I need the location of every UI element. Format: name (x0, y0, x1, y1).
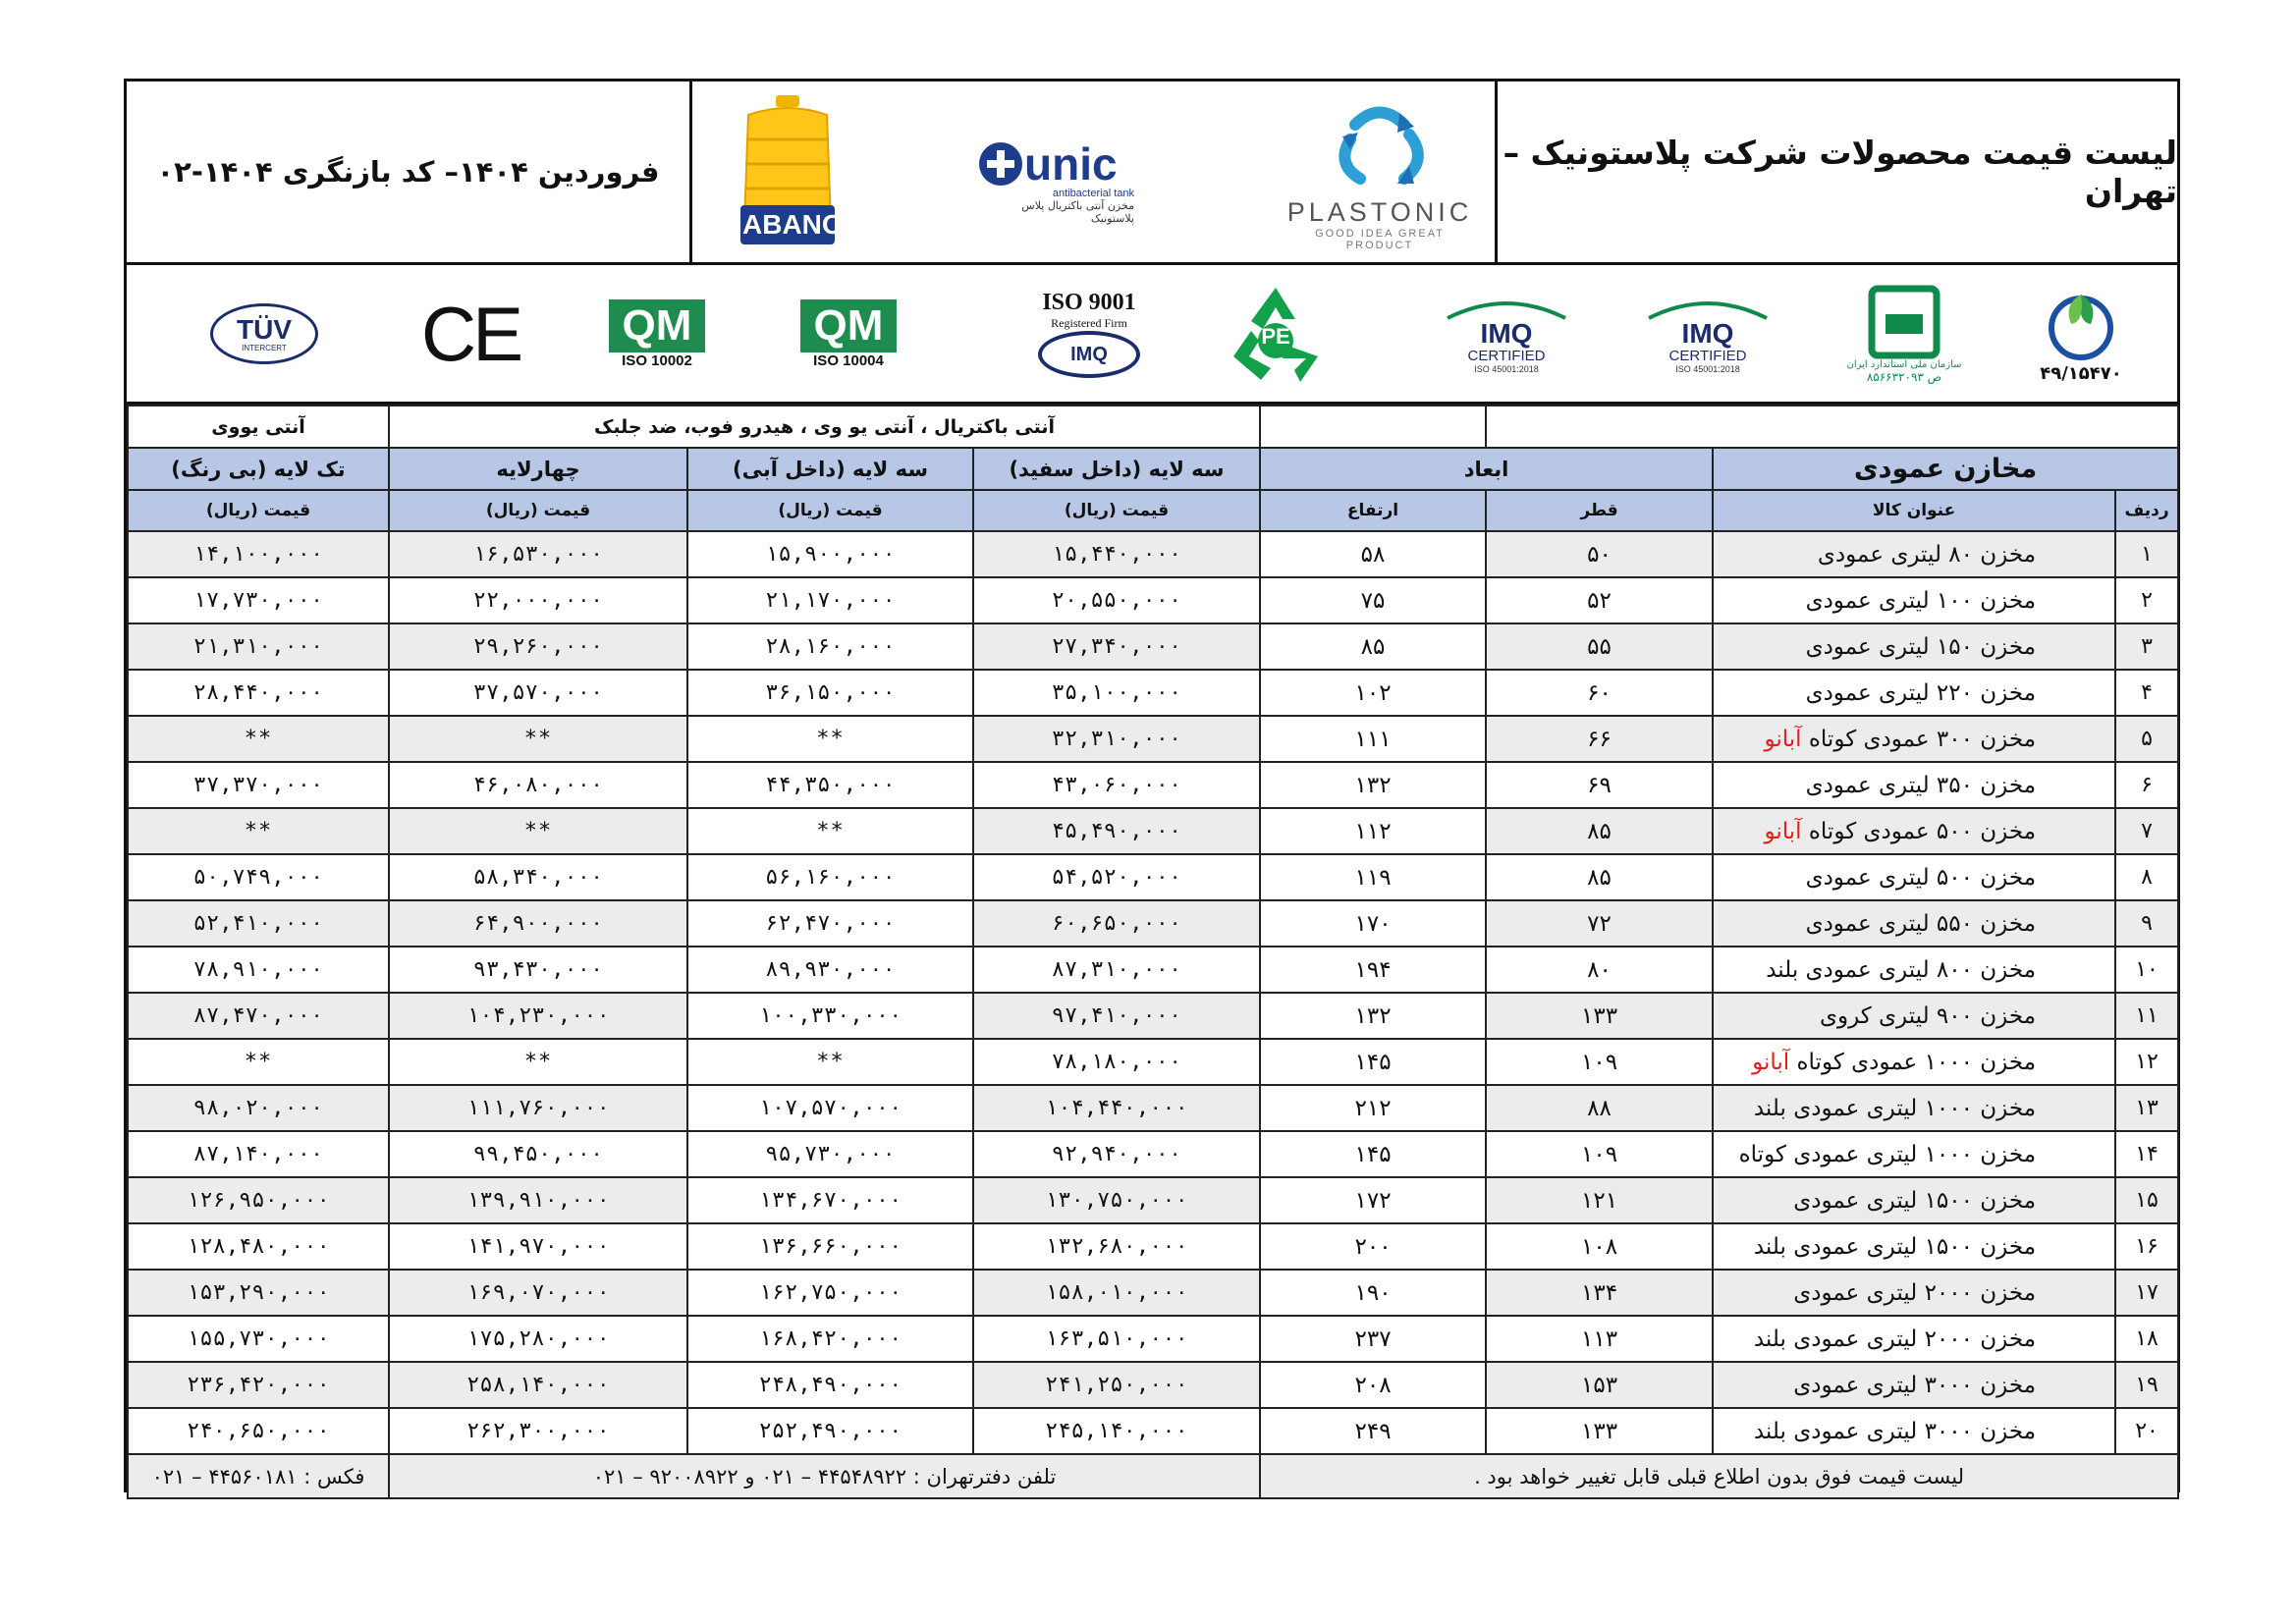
tuv-badge (195, 275, 333, 393)
height: ۵۸ (1260, 531, 1486, 577)
tuv-subtitle: INTERCERT (242, 343, 287, 352)
col-price-four-layer: قیمت (ریال) (389, 490, 687, 531)
standard-org-name: سازمان ملی استاندارد ایران (1846, 358, 1962, 370)
price-four-layer: ۱۶۹,۰۷۰,۰۰۰ (389, 1270, 687, 1316)
column-header-row (128, 490, 2178, 531)
table-row (128, 1085, 2178, 1131)
height: ۱۹۰ (1260, 1270, 1486, 1316)
table-row (128, 623, 2178, 670)
row-number: ۷ (2115, 808, 2178, 854)
qm-iso-label: ISO 10002 (622, 352, 692, 369)
qm-iso-label: ISO 10004 (813, 352, 884, 369)
plastonic-wordmark: PLASTONIC (1286, 197, 1473, 227)
product-name (1713, 1223, 2115, 1270)
table-row (128, 1131, 2178, 1177)
date-revision: فروردین ۱۴۰۴– کد بازنگری ۱۴۰۴-۰۲ (156, 155, 660, 189)
diameter: ۵۲ (1486, 577, 1713, 623)
brand-label: آبانو (1764, 726, 1802, 752)
iso9001-badge (1020, 275, 1158, 393)
product-name (1713, 993, 2115, 1039)
title-cell (1495, 81, 2177, 262)
imq-oval-mark: IMQ (1038, 331, 1140, 378)
height: ۱۷۲ (1260, 1177, 1486, 1223)
diameter: ۸۰ (1486, 947, 1713, 993)
group-four-layer: چهارلایه (389, 448, 687, 490)
arc-icon (1644, 295, 1772, 320)
abano-wordmark: ABANO (742, 209, 844, 240)
price-three-layer-blue: ۱۳۴,۶۷۰,۰۰۰ (687, 1177, 973, 1223)
price-four-layer: ** (389, 716, 687, 762)
diameter: ۵۰ (1486, 531, 1713, 577)
iso9001-subtitle: Registered Firm (1051, 316, 1127, 330)
row-number: ۹ (2115, 900, 2178, 947)
imq-certified-label: CERTIFIED (1467, 347, 1546, 364)
price-three-layer-blue: ۱۶۲,۷۵۰,۰۰۰ (687, 1270, 973, 1316)
product-name (1713, 1316, 2115, 1362)
price-three-layer-blue: ۲۵۲,۴۹۰,۰۰۰ (687, 1408, 973, 1454)
plus-circle-icon (977, 140, 1024, 188)
price-single-layer: ۹۸,۰۲۰,۰۰۰ (128, 1085, 389, 1131)
height: ۱۷۰ (1260, 900, 1486, 947)
product-name-text: مخزن ۱۰۰۰ عمودی کوتاه (1796, 1049, 2037, 1075)
product-name-text: مخزن ۳۰۰۰ لیتری عمودی بلند (1753, 1418, 2037, 1444)
price-four-layer: ۱۰۴,۲۳۰,۰۰۰ (389, 993, 687, 1039)
col-diameter: قطر (1486, 490, 1713, 531)
product-name-text: مخزن ۳۰۰۰ لیتری عمودی (1793, 1372, 2037, 1398)
price-three-layer-blue: ۱۵,۹۰۰,۰۰۰ (687, 531, 973, 577)
product-name-text: مخزن ۱۰۰۰ لیتری عمودی کوتاه (1738, 1141, 2037, 1167)
diameter: ۱۰۹ (1486, 1131, 1713, 1177)
group-title: مخازن عمودی (1713, 448, 2178, 490)
diameter: ۱۵۳ (1486, 1362, 1713, 1408)
price-three-layer-white: ۴۵,۴۹۰,۰۰۰ (973, 808, 1260, 854)
price-three-layer-white: ۲۴۵,۱۴۰,۰۰۰ (973, 1408, 1260, 1454)
product-name-text: مخزن ۱۵۰۰ لیتری عمودی بلند (1753, 1233, 2037, 1260)
unic-wordmark: unic (1024, 138, 1118, 189)
imq-badge-1 (1639, 275, 1777, 393)
price-single-layer: ۷۸,۹۱۰,۰۰۰ (128, 947, 389, 993)
product-name (1713, 1270, 2115, 1316)
product-name (1713, 808, 2115, 854)
height: ۱۴۵ (1260, 1131, 1486, 1177)
tuv-oval (210, 303, 318, 364)
diameter: ۱۰۸ (1486, 1223, 1713, 1270)
price-single-layer: ۳۷,۳۷۰,۰۰۰ (128, 762, 389, 808)
imq-iso-label: ISO 45001:2018 (1675, 363, 1740, 374)
col-price-three-layer-white: قیمت (ریال) (973, 490, 1260, 531)
header-row (127, 81, 2177, 265)
footer-phone: تلفن دفترتهران : ۴۴۵۴۸۹۲۲ – ۰۲۱ و ۹۲۰۰۸۹۲۲ – ۰۲۱ (389, 1454, 1260, 1498)
product-name (1713, 1085, 2115, 1131)
price-four-layer: ۱۱۱,۷۶۰,۰۰۰ (389, 1085, 687, 1131)
qm-mark: QM (800, 299, 897, 352)
standard-number: ص ۸۵۶۶۳۲۰۹۳ (1866, 369, 1942, 384)
product-name-text: مخزن ۲۰۰۰ لیتری عمودی (1793, 1279, 2037, 1306)
row-number: ۸ (2115, 854, 2178, 900)
price-three-layer-white: ۱۳۲,۶۸۰,۰۰۰ (973, 1223, 1260, 1270)
price-three-layer-blue: ** (687, 716, 973, 762)
product-name-text: مخزن ۵۰۰ لیتری عمودی (1805, 864, 2037, 891)
product-name-text: مخزن ۵۵۰ لیتری عمودی (1805, 910, 2037, 937)
table-row (128, 762, 2178, 808)
table-row (128, 1408, 2178, 1454)
price-single-layer: ۲۴۰,۶۵۰,۰۰۰ (128, 1408, 389, 1454)
height: ۷۵ (1260, 577, 1486, 623)
price-four-layer: ۱۳۹,۹۱۰,۰۰۰ (389, 1177, 687, 1223)
price-four-layer: ۱۶,۵۳۰,۰۰۰ (389, 531, 687, 577)
enamad-number: ۴۹/۱۵۴۷۰ (2040, 362, 2122, 384)
table-row (128, 1316, 2178, 1362)
col-row-number: ردیف (2115, 490, 2178, 531)
col-price-three-layer-blue: قیمت (ریال) (687, 490, 973, 531)
price-single-layer: ۱۲۸,۴۸۰,۰۰۰ (128, 1223, 389, 1270)
product-name (1713, 531, 2115, 577)
diameter: ۱۲۱ (1486, 1177, 1713, 1223)
plastonic-emblem-icon (1282, 95, 1478, 193)
row-number: ۱۴ (2115, 1131, 2178, 1177)
price-three-layer-blue: ۶۲,۴۷۰,۰۰۰ (687, 900, 973, 947)
price-single-layer: ** (128, 716, 389, 762)
imq-badge-2 (1438, 275, 1575, 393)
product-name (1713, 716, 2115, 762)
price-four-layer: ۹۳,۴۳۰,۰۰۰ (389, 947, 687, 993)
row-number: ۱۶ (2115, 1223, 2178, 1270)
imq-mark: IMQ (1681, 317, 1734, 349)
table-row (128, 716, 2178, 762)
diameter: ۶۹ (1486, 762, 1713, 808)
price-four-layer: ۴۶,۰۸۰,۰۰۰ (389, 762, 687, 808)
height: ۱۴۵ (1260, 1039, 1486, 1085)
pe-label: PE (1261, 324, 1290, 349)
table-row (128, 993, 2178, 1039)
diameter: ۸۵ (1486, 808, 1713, 854)
price-three-layer-blue: ۸۹,۹۳۰,۰۰۰ (687, 947, 973, 993)
row-number: ۱۵ (2115, 1177, 2178, 1223)
height: ۲۴۹ (1260, 1408, 1486, 1454)
price-three-layer-blue: ۲۴۸,۴۹۰,۰۰۰ (687, 1362, 973, 1408)
features-row (128, 406, 2178, 448)
price-three-layer-white: ۴۳,۰۶۰,۰۰۰ (973, 762, 1260, 808)
brand-logos-cell (689, 81, 1495, 262)
price-three-layer-white: ۵۴,۵۲۰,۰۰۰ (973, 854, 1260, 900)
row-number: ۴ (2115, 670, 2178, 716)
table-row (128, 1270, 2178, 1316)
group-three-layer-white: سه لایه (داخل سفید) (973, 448, 1260, 490)
product-name (1713, 1362, 2115, 1408)
enamad-badge (2022, 275, 2140, 393)
price-three-layer-blue: ۳۶,۱۵۰,۰۰۰ (687, 670, 973, 716)
row-number: ۱۰ (2115, 947, 2178, 993)
brand-label: آبانو (1764, 818, 1802, 844)
height: ۱۰۲ (1260, 670, 1486, 716)
price-three-layer-white: ۱۵۸,۰۱۰,۰۰۰ (973, 1270, 1260, 1316)
features-single: آنتی یووی (128, 406, 389, 448)
price-list-sheet (124, 79, 2180, 1492)
table-row (128, 808, 2178, 854)
price-four-layer: ۱۷۵,۲۸۰,۰۰۰ (389, 1316, 687, 1362)
price-three-layer-blue: ۱۶۸,۴۲۰,۰۰۰ (687, 1316, 973, 1362)
features-main: آنتی باکتریال ، آنتی یو وی ، هیدرو فوب، ضد جلبک (389, 406, 1260, 448)
price-three-layer-blue: ۵۶,۱۶۰,۰۰۰ (687, 854, 973, 900)
diameter: ۱۳۳ (1486, 993, 1713, 1039)
price-three-layer-white: ۷۸,۱۸۰,۰۰۰ (973, 1039, 1260, 1085)
price-single-layer: ۱۲۶,۹۵۰,۰۰۰ (128, 1177, 389, 1223)
price-three-layer-white: ۳۲,۳۱۰,۰۰۰ (973, 716, 1260, 762)
price-three-layer-white: ۹۲,۹۴۰,۰۰۰ (973, 1131, 1260, 1177)
product-name-text: مخزن ۱۵۰ لیتری عمودی (1805, 633, 2037, 660)
product-name-text: مخزن ۵۰۰ عمودی کوتاه (1808, 818, 2037, 844)
diameter: ۱۰۹ (1486, 1039, 1713, 1085)
row-number: ۱۹ (2115, 1362, 2178, 1408)
product-name (1713, 947, 2115, 993)
price-three-layer-blue: ۲۸,۱۶۰,۰۰۰ (687, 623, 973, 670)
product-name (1713, 1039, 2115, 1085)
footer-notice: لیست قیمت فوق بدون اطلاع قبلی قابل تغییر خواهد بود . (1260, 1454, 2178, 1498)
product-name (1713, 670, 2115, 716)
price-single-layer: ۲۳۶,۴۲۰,۰۰۰ (128, 1362, 389, 1408)
imq-iso-label: ISO 45001:2018 (1474, 363, 1539, 374)
price-three-layer-blue: ۴۴,۳۵۰,۰۰۰ (687, 762, 973, 808)
price-single-layer: ** (128, 1039, 389, 1085)
unic-logo (977, 140, 1134, 229)
empty-cell (1486, 406, 2178, 448)
ce-label: CE (420, 290, 520, 377)
imq-mark: IMQ (1480, 317, 1533, 349)
product-name-text: مخزن ۹۰۰ لیتری کروی (1819, 1002, 2037, 1029)
footer-fax: فکس : ۴۴۵۶۰۱۸۱ – ۰۲۱ (128, 1454, 389, 1498)
qm-mark: QM (609, 299, 705, 352)
group-three-layer-blue: سه لایه (داخل آبی) (687, 448, 973, 490)
price-three-layer-blue: ۱۰۷,۵۷۰,۰۰۰ (687, 1085, 973, 1131)
height: ۲۰۰ (1260, 1223, 1486, 1270)
product-name-text: مخزن ۸۰۰ لیتری عمودی بلند (1766, 956, 2037, 983)
price-single-layer: ** (128, 808, 389, 854)
page-title: لیست قیمت محصولات شرکت پلاستونیک – تهران (1503, 134, 2177, 210)
standard-mark-icon (1862, 285, 1946, 359)
price-three-layer-white: ۸۷,۳۱۰,۰۰۰ (973, 947, 1260, 993)
price-four-layer: ۱۴۱,۹۷۰,۰۰۰ (389, 1223, 687, 1270)
row-number: ۱۱ (2115, 993, 2178, 1039)
diameter: ۶۶ (1486, 716, 1713, 762)
row-number: ۱۳ (2115, 1085, 2178, 1131)
product-name-text: مخزن ۱۰۰ لیتری عمودی (1805, 587, 2037, 614)
price-four-layer: ۳۷,۵۷۰,۰۰۰ (389, 670, 687, 716)
row-number: ۱۲ (2115, 1039, 2178, 1085)
price-single-layer: ۱۴,۱۰۰,۰۰۰ (128, 531, 389, 577)
price-four-layer: ۲۵۸,۱۴۰,۰۰۰ (389, 1362, 687, 1408)
table-row (128, 1362, 2178, 1408)
price-three-layer-white: ۱۶۳,۵۱۰,۰۰۰ (973, 1316, 1260, 1362)
table-row (128, 854, 2178, 900)
price-three-layer-white: ۹۷,۴۱۰,۰۰۰ (973, 993, 1260, 1039)
pe-recycle-badge (1217, 275, 1335, 393)
product-name-text: مخزن ۸۰ لیتری عمودی (1817, 541, 2037, 568)
qm-iso10004-badge (780, 275, 917, 393)
diameter: ۱۳۴ (1486, 1270, 1713, 1316)
ce-mark (402, 275, 539, 393)
height: ۱۱۹ (1260, 854, 1486, 900)
price-three-layer-white: ۱۰۴,۴۴۰,۰۰۰ (973, 1085, 1260, 1131)
table-row (128, 1177, 2178, 1223)
iso9001-label: ISO 9001 (1042, 290, 1136, 315)
price-single-layer: ۱۷,۷۳۰,۰۰۰ (128, 577, 389, 623)
diameter: ۸۵ (1486, 854, 1713, 900)
product-name (1713, 1131, 2115, 1177)
row-number: ۱۷ (2115, 1270, 2178, 1316)
product-name-text: مخزن ۳۵۰ لیتری عمودی (1805, 772, 2037, 798)
arc-icon (1443, 295, 1570, 320)
plastonic-logo (1282, 95, 1478, 252)
col-product-name: عنوان کالا (1713, 490, 2115, 531)
height: ۱۳۲ (1260, 993, 1486, 1039)
price-four-layer: ۹۹,۴۵۰,۰۰۰ (389, 1131, 687, 1177)
height: ۱۱۱ (1260, 716, 1486, 762)
price-three-layer-white: ۲۷,۳۴۰,۰۰۰ (973, 623, 1260, 670)
diameter: ۸۸ (1486, 1085, 1713, 1131)
row-number: ۳ (2115, 623, 2178, 670)
plastonic-tagline: GOOD IDEA GREAT PRODUCT (1315, 228, 1445, 251)
col-price-single-layer: قیمت (ریال) (128, 490, 389, 531)
price-single-layer: ۱۵۳,۲۹۰,۰۰۰ (128, 1270, 389, 1316)
price-three-layer-blue: ** (687, 1039, 973, 1085)
price-single-layer: ۱۵۵,۷۳۰,۰۰۰ (128, 1316, 389, 1362)
price-single-layer: ۸۷,۱۴۰,۰۰۰ (128, 1131, 389, 1177)
price-three-layer-blue: ۱۰۰,۳۳۰,۰۰۰ (687, 993, 973, 1039)
table-row (128, 1223, 2178, 1270)
unic-persian-subtitle: مخزن آنتی باکتریال پلاس پلاستونیک (1021, 199, 1134, 225)
row-number: ۲۰ (2115, 1408, 2178, 1454)
unic-subtitle: antibacterial tank (1052, 188, 1134, 199)
qm-iso10002-badge (588, 275, 726, 393)
brand-label: آبانو (1752, 1049, 1790, 1075)
table-row (128, 1039, 2178, 1085)
price-three-layer-blue: ۱۳۶,۶۶۰,۰۰۰ (687, 1223, 973, 1270)
product-name (1713, 623, 2115, 670)
price-single-layer: ۲۱,۳۱۰,۰۰۰ (128, 623, 389, 670)
height: ۱۹۴ (1260, 947, 1486, 993)
product-name-text: مخزن ۲۲۰ لیتری عمودی (1805, 679, 2037, 706)
price-three-layer-white: ۶۰,۶۵۰,۰۰۰ (973, 900, 1260, 947)
row-number: ۱۸ (2115, 1316, 2178, 1362)
row-number: ۱ (2115, 531, 2178, 577)
height: ۲۰۸ (1260, 1362, 1486, 1408)
product-name (1713, 1408, 2115, 1454)
row-number: ۲ (2115, 577, 2178, 623)
price-single-layer: ۲۸,۴۴۰,۰۰۰ (128, 670, 389, 716)
table-row (128, 947, 2178, 993)
price-four-layer: ۵۸,۳۴۰,۰۰۰ (389, 854, 687, 900)
height: ۱۱۲ (1260, 808, 1486, 854)
product-name-text: مخزن ۱۵۰۰ لیتری عمودی (1793, 1187, 2037, 1214)
table-row (128, 531, 2178, 577)
price-single-layer: ۵۲,۴۱۰,۰۰۰ (128, 900, 389, 947)
tuv-label: TÜV (237, 313, 292, 345)
diameter: ۵۵ (1486, 623, 1713, 670)
price-single-layer: ۸۷,۴۷۰,۰۰۰ (128, 993, 389, 1039)
price-three-layer-white: ۲۰,۵۵۰,۰۰۰ (973, 577, 1260, 623)
certifications-row (127, 265, 2177, 405)
row-number: ۵ (2115, 716, 2178, 762)
price-four-layer: ۶۴,۹۰۰,۰۰۰ (389, 900, 687, 947)
diameter: ۶۰ (1486, 670, 1713, 716)
table-row (128, 577, 2178, 623)
price-table (127, 405, 2179, 1499)
product-name-text: مخزن ۳۰۰ عمودی کوتاه (1808, 726, 2037, 752)
price-three-layer-white: ۲۴۱,۲۵۰,۰۰۰ (973, 1362, 1260, 1408)
product-name (1713, 762, 2115, 808)
group-header-row (128, 448, 2178, 490)
row-number: ۶ (2115, 762, 2178, 808)
price-single-layer: ۵۰,۷۴۹,۰۰۰ (128, 854, 389, 900)
price-three-layer-white: ۱۵,۴۴۰,۰۰۰ (973, 531, 1260, 577)
price-four-layer: ۲۲,۰۰۰,۰۰۰ (389, 577, 687, 623)
abano-logo (737, 95, 844, 252)
leaf-seal-icon (2042, 285, 2120, 363)
product-name-text: مخزن ۲۰۰۰ لیتری عمودی بلند (1753, 1326, 2037, 1352)
empty-cell (1260, 406, 1486, 448)
col-height: ارتفاع (1260, 490, 1486, 531)
product-name (1713, 900, 2115, 947)
price-four-layer: ۲۹,۲۶۰,۰۰۰ (389, 623, 687, 670)
table-row (128, 670, 2178, 716)
height: ۱۳۲ (1260, 762, 1486, 808)
product-name (1713, 1177, 2115, 1223)
diameter: ۷۲ (1486, 900, 1713, 947)
table-row (128, 900, 2178, 947)
price-three-layer-white: ۱۳۰,۷۵۰,۰۰۰ (973, 1177, 1260, 1223)
price-four-layer: ۲۶۲,۳۰۰,۰۰۰ (389, 1408, 687, 1454)
imq-certified-label: CERTIFIED (1668, 347, 1747, 364)
product-name-text: مخزن ۱۰۰۰ لیتری عمودی بلند (1753, 1095, 2037, 1121)
price-four-layer: ** (389, 1039, 687, 1085)
height: ۸۵ (1260, 623, 1486, 670)
product-name (1713, 854, 2115, 900)
group-dimensions: ابعاد (1260, 448, 1713, 490)
footer-row (128, 1454, 2178, 1498)
height: ۲۳۷ (1260, 1316, 1486, 1362)
group-single-layer: تک لایه (بی رنگ) (128, 448, 389, 490)
height: ۲۱۲ (1260, 1085, 1486, 1131)
product-name (1713, 577, 2115, 623)
diameter: ۱۱۳ (1486, 1316, 1713, 1362)
price-three-layer-blue: ** (687, 808, 973, 854)
date-cell (127, 81, 689, 262)
iran-standard-badge (1835, 275, 1973, 393)
diameter: ۱۳۳ (1486, 1408, 1713, 1454)
price-three-layer-blue: ۹۵,۷۳۰,۰۰۰ (687, 1131, 973, 1177)
price-three-layer-blue: ۲۱,۱۷۰,۰۰۰ (687, 577, 973, 623)
price-three-layer-white: ۳۵,۱۰۰,۰۰۰ (973, 670, 1260, 716)
price-four-layer: ** (389, 808, 687, 854)
